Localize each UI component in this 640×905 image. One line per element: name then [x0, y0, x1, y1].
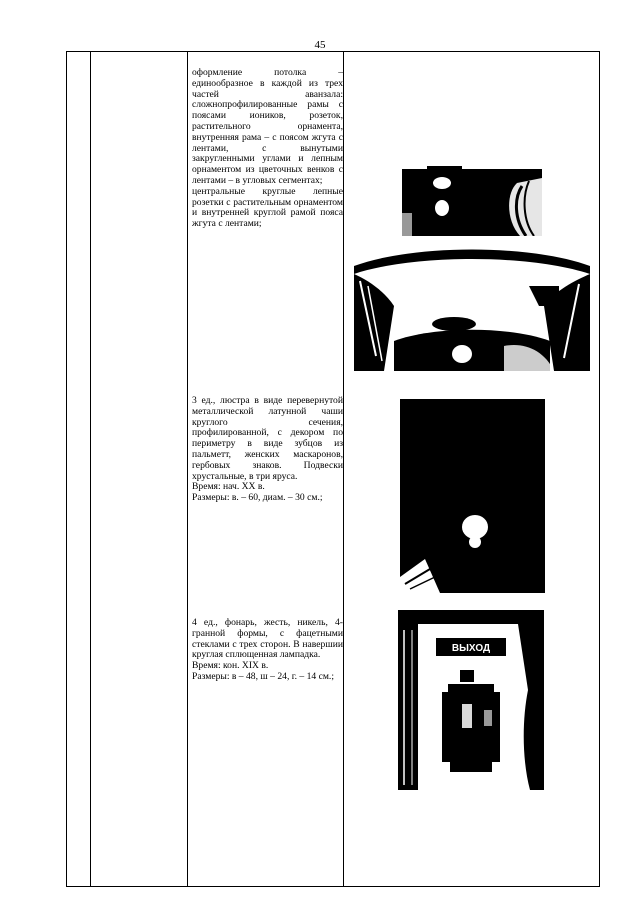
- chandelier-photo: [400, 399, 545, 593]
- lantern-photo: [398, 610, 544, 790]
- ceiling-photo-upper: [402, 53, 542, 236]
- column-divider: [90, 52, 91, 886]
- column-divider: [343, 52, 344, 886]
- page-number: 45: [314, 39, 326, 51]
- row-description-ceiling: оформление потолка – единообразное в каждой из трех частей аванзала: сложнопрофилированные рамы с поясами иоников, розеток, растительного орнамента, внутренняя рама – с поясом жгута с лентами, с вынутыми закругленными углами и лепным орнаментом из цветочных венков с лентами – в угловых сегментах; центральные круглые лепные розетки с растительным орнаментом и внутренней круглой рамой пояса жгута с лентами;: [192, 67, 343, 230]
- row-description-lantern: 4 ед., фонарь, жесть, никель, 4-гранной формы, с фацетными стеклами с трех сторон. В навершии круглая сплющенная лампадка. Время: кон. XIX в. Размеры: в – 48, ш – 24, г. – 14 см.;: [192, 617, 343, 682]
- ceiling-photo-lower: [354, 246, 590, 371]
- column-divider: [187, 52, 188, 886]
- row-description-chandelier: 3 ед., люстра в виде перевернутой металлической латунной чаши круглого сечения, профилированной, с декором по периметру в виде зубцов из пальметт, женских маскаронов, гербовых знаков. Подвески хрустальные, в три яруса. Время: нач. XX в. Размеры: в. – 60, диам. – 30 см.;: [192, 395, 343, 504]
- exit-sign-text: ВЫХОД: [451, 643, 491, 654]
